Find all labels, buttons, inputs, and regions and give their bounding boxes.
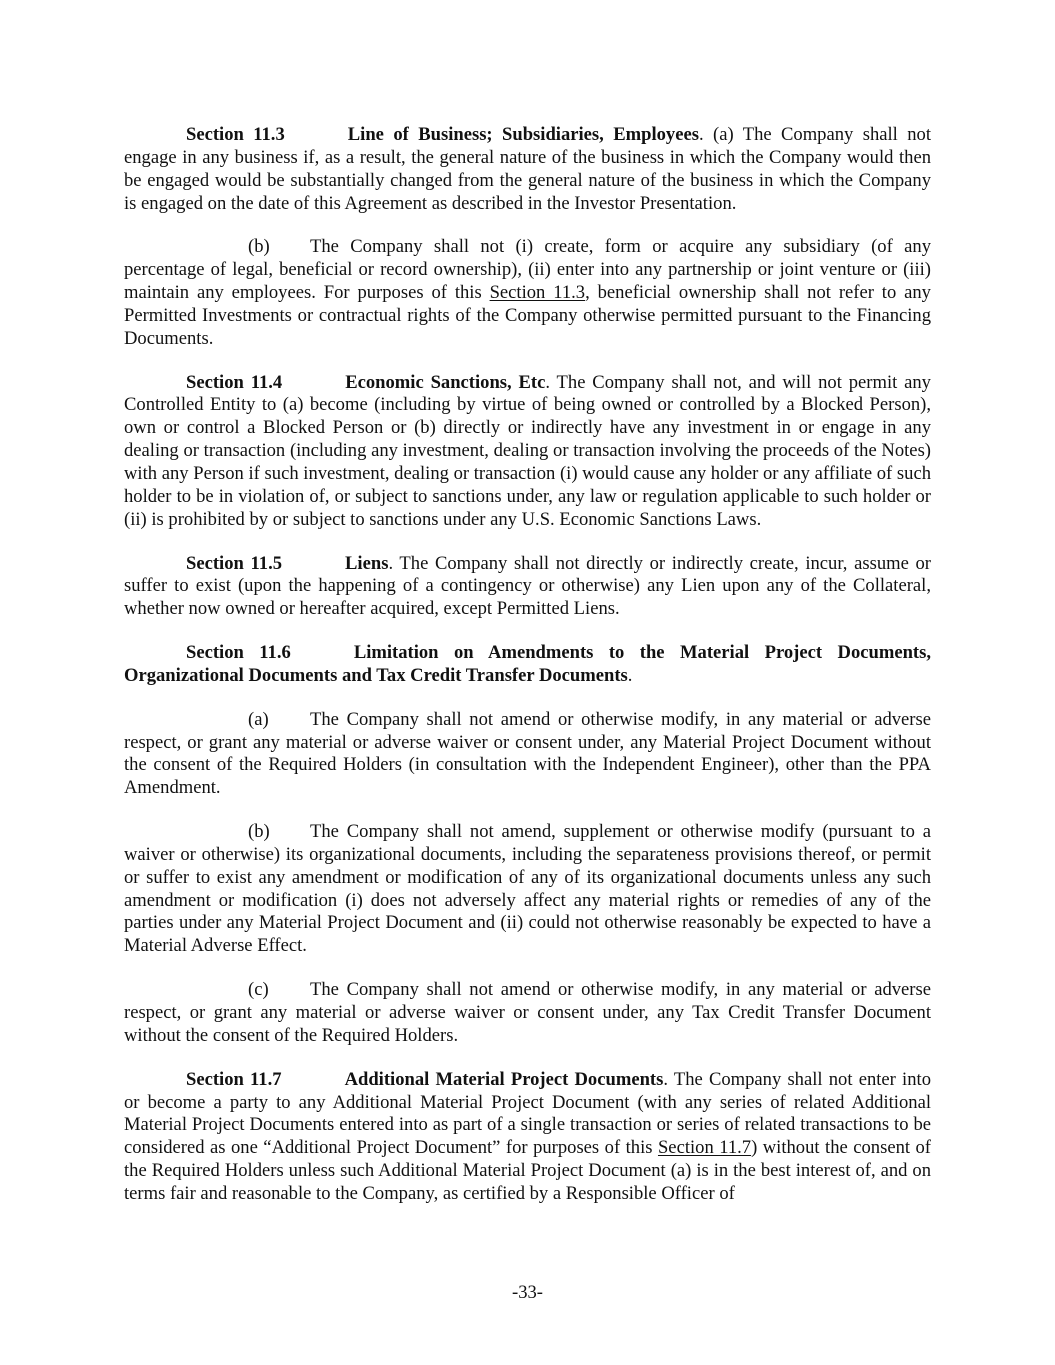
clause-label: (b) — [248, 821, 270, 843]
section-11-6-heading: Section 11.6 Limitation on Amendments to the Material Project Documents, Organizational Documents and Tax Credit Transfer Documents. — [124, 642, 931, 686]
section-number: Section 11.5 — [186, 552, 283, 574]
clause-label: (a) — [248, 708, 269, 730]
page-number: -33- — [512, 1282, 543, 1303]
clause-label: (b) — [248, 236, 270, 258]
section-heading: Liens — [345, 552, 389, 574]
section-11-5-paragraph: Section 11.5 Liens. The Company shall not directly or indirectly create, incur, assume or suffer to exist (upon the happening of a contingency or otherwise) any Lien upon any of the Collateral, whether now owned or hereafter acquired, except Permitted Liens. — [124, 552, 931, 620]
section-11-7-paragraph: Section 11.7 Additional Material Project Documents. The Company shall not enter into or become a party to any Additional Material Project Document (with any series of related Additional Material Project Documents entered into as part of a single transaction or series of related transactions to be considered as one “Additional Project Document” for purposes of this Section 11.7) without the consent of the Required Holders unless such Additional Material Project Document (a) is in the best interest of, and on terms fair and reasonable to the Company, as certified by a Responsible Officer of — [124, 1068, 932, 1204]
section-number: Section 11.6 — [186, 642, 291, 664]
section-11-3-paragraph-a: Section 11.3 Line of Business; Subsidiaries, Employees. (a) The Company shall not engage in any business if, as a result, the general nature of the business in which the Company would then be engaged would be substantially changed from the general nature of the business in which the Company is engaged on the date of this Agreement as described in the Investor Presentation. — [124, 124, 931, 214]
section-reference: Section 11.7 — [657, 1137, 752, 1159]
section-11-6-paragraph-a: (a) The Company shall not amend or otherwise modify, in any material or adverse respect, or grant any material or adverse waiver or consent under, any Material Project Document without the consent of the Required Holders (in consultation with the Independent Engineer), other than the PPA Amendment. — [124, 708, 931, 799]
section-heading: Additional Material Project Documents — [344, 1068, 664, 1090]
section-11-4-paragraph: Section 11.4 Economic Sanctions, Etc. The Company shall not, and will not permit any Controlled Entity to (a) become (including by virtue of being owned or controlled by a Blocked Person), own or control a Blocked Person or (b) directly or indirectly have any investment in or engage in any dealing or transaction (including any investment, dealing or transaction involving the proceeds of the Notes) with any Person if such investment, dealing or transaction (i) would cause any holder or any affiliate of such holder to be in violation of, or subject to sanctions under, any law or regulation applicable to such holder or (ii) is prohibited by or subject to sanctions under any U.S. Economic Sanctions Laws. — [124, 371, 931, 530]
section-reference: Section 11.3 — [489, 282, 586, 304]
section-heading: Limitation on Amendments to the Material Project Documents, Organizational Documents and Tax Credit Transfer Documents — [124, 642, 931, 686]
section-heading: Line of Business; Subsidiaries, Employees — [347, 124, 699, 145]
section-number: Section 11.3 — [186, 124, 285, 145]
section-number: Section 11.4 — [186, 371, 283, 393]
section-number: Section 11.7 — [186, 1068, 282, 1090]
section-11-6-paragraph-b: (b) The Company shall not amend, supplement or otherwise modify (pursuant to a waiver or otherwise) its organizational documents, including the separateness provisions thereof, or permit or suffer to exist any amendment or modification of any of its organizational documents unless any such amendment or modification (i) does not adversely affect any material rights or remedies of any of the parties under any Material Project Document and (ii) could not otherwise reasonably be expected to have a Material Adverse Effect. — [124, 821, 931, 957]
clause-label: (c) — [248, 979, 269, 1001]
section-11-3-paragraph-b: (b) The Company shall not (i) create, form or acquire any subsidiary (of any percentage of legal, beneficial or record ownership), (ii) enter into any partnership or joint venture or (iii) maintain any employees. For purposes of this Section 11.3, beneficial ownership shall not refer to any Permitted Investments or contractual rights of the Company otherwise permitted pursuant to the Financing Documents. — [124, 236, 931, 349]
section-heading: Economic Sanctions, Etc — [345, 371, 546, 393]
page-body — [124, 124, 931, 1227]
section-11-6-paragraph-c: (c) The Company shall not amend or otherwise modify, in any material or adverse respect, or grant any material or adverse waiver or consent under, any Tax Credit Transfer Document without the consent of the Required Holders. — [124, 979, 931, 1046]
